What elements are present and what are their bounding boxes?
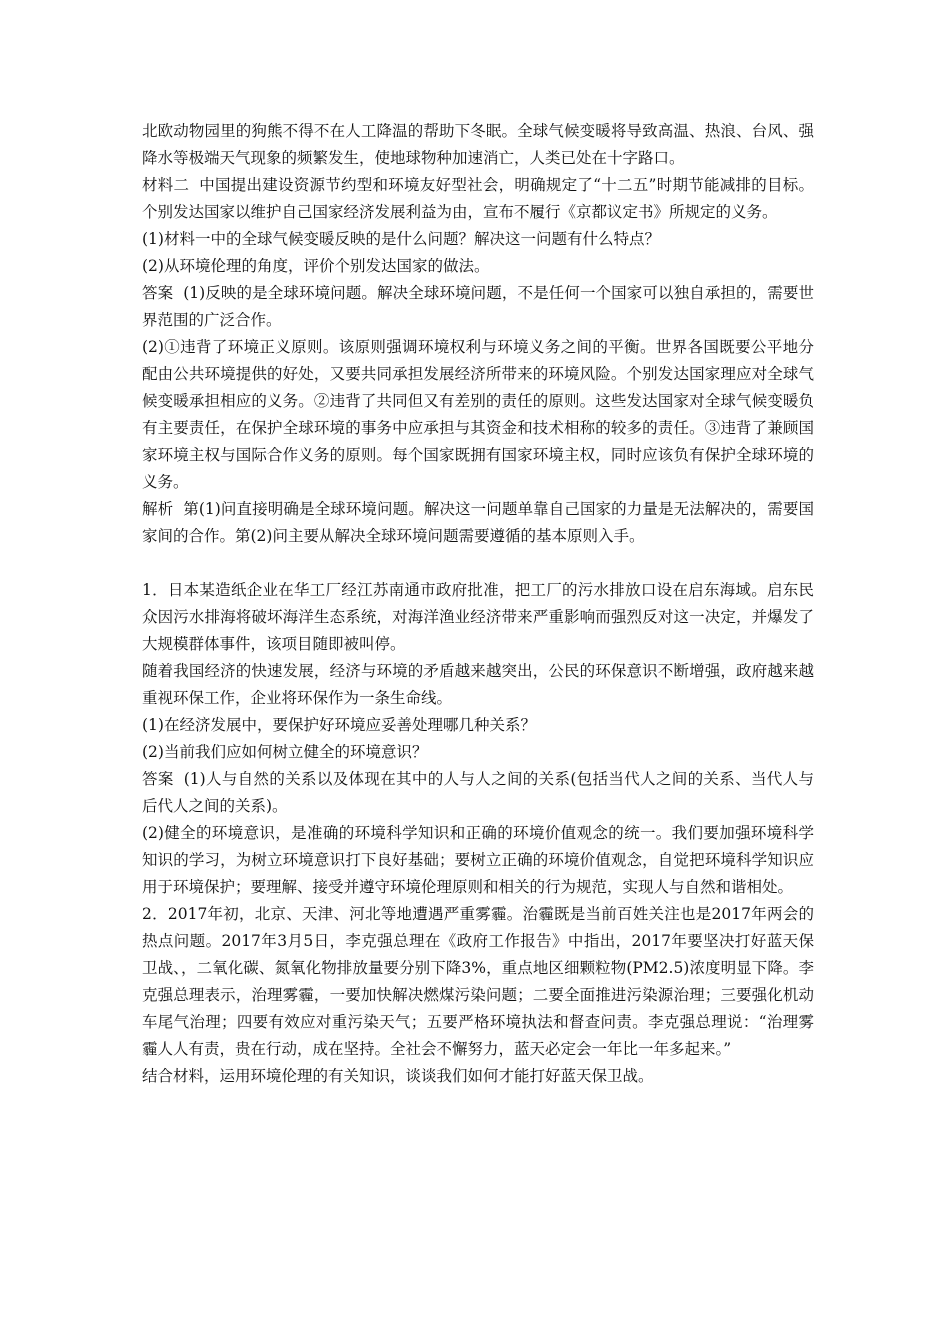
- exercise1-answer-2: (2)健全的环境意识，是准确的环境科学知识和正确的环境价值观念的统一。我们要加强环境科学知识的学习，为树立环境意识打下良好基础；要树立正确的环境价值观念，自觉把环境科学知识应用于环境保护；要理解、接受并遵守环境伦理原则和相关的行为规范，实现人与自然和谐相处。: [142, 824, 814, 896]
- analysis-paragraph: [142, 496, 814, 550]
- exercise1-stem-continued: 随着我国经济的快速发展，经济与环境的矛盾越来越突出，公民的环保意识不断增强，政府越来越重视环保工作，企业将环保作为一条生命线。: [142, 662, 814, 707]
- material2-paragraph: [142, 172, 814, 226]
- answer-paragraph: [142, 280, 814, 334]
- exercise1-stem: 1．日本某造纸企业在华工厂经江苏南通市政府批准，把工厂的污水排放口设在启东海域。启东民众因污水排海将破坏海洋生态系统，对海洋渔业经济带来严重影响而强烈反对这一决定，并爆发了大规模群体事件，该项目随即被叫停。: [142, 581, 814, 653]
- answer-2: (2)①违背了环境正义原则。该原则强调环境权利与环境义务之间的平衡。世界各国既要公平地分配由公共环境提供的好处，又要共同承担发展经济所带来的环境风险。个别发达国家理应对全球气候变暖承担相应的义务。②违背了共同但又有差别的责任的原则。这些发达国家对全球气候变暖负有主要责任，在保护全球环境的事务中应承担与其资金和技术相称的较多的责任。③违背了兼顾国家环境主权与国际合作义务的原则。每个国家既拥有国家环境主权，同时应该负有保护全球环境的义务。: [142, 338, 814, 491]
- answer-label: 答案: [142, 284, 174, 302]
- question-1: (1)材料一中的全球气候变暖反映的是什么问题？解决这一问题有什么特点？: [142, 230, 660, 248]
- analysis-label: 解析: [142, 500, 174, 518]
- question-2: (2)从环境伦理的角度，评价个别发达国家的做法。: [142, 257, 490, 275]
- exercise1-question-1: (1)在经济发展中，要保护好环境应妥善处理哪几种关系？: [142, 716, 536, 734]
- answer-1: (1)反映的是全球环境问题。解决全球环境问题，不是任何一个国家可以独自承担的，需要世界范围的广泛合作。: [142, 284, 814, 329]
- material2-text: 中国提出建设资源节约型和环境友好型社会，明确规定了“十二五”时期节能减排的目标。个别发达国家以维护自己国家经济发展利益为由，宣布不履行《京都议定书》所规定的义务。: [142, 176, 814, 221]
- exercise2-question: 结合材料，运用环境伦理的有关知识，谈谈我们如何才能打好蓝天保卫战。: [142, 1067, 654, 1085]
- material2-label: 材料二: [142, 176, 190, 194]
- analysis-text: 第(1)问直接明确是全球环境问题。解决这一问题单靠自己国家的力量是无法解决的，需要国家间的合作。第(2)问主要从解决全球环境问题需要遵循的基本原则入手。: [142, 500, 814, 545]
- section-spacer: [142, 550, 814, 577]
- exercise1-question-2: (2)当前我们应如何树立健全的环境意识？: [142, 743, 428, 761]
- exercise2-stem: 2．2017年初，北京、天津、河北等地遭遇严重雾霾。治霾既是当前百姓关注也是2017年两会的热点问题。2017年3月5日，李克强总理在《政府工作报告》中指出，2017年要坚决打好蓝天保卫战、，二氧化碳、氮氧化物排放量要分别下降3%，重点地区细颗粒物(PM2.5)浓度明显下降。李克强总理表示，治理雾霾，一要加快解决燃煤污染问题；二要全面推进污染源治理；三要强化机动车尾气治理；四要有效应对重污染天气；五要严格环境执法和督查问责。李克强总理说：“治理雾霾人人有责，贵在行动，成在坚持。全社会不懈努力，蓝天必定会一年比一年多起来。”: [142, 905, 814, 1058]
- document-page: [142, 118, 814, 1090]
- exercise1-answer-1: (1)人与自然的关系以及体现在其中的人与人之间的关系(包括当代人之间的关系、当代人与后代人之间的关系)。: [142, 770, 814, 815]
- exercise1-answer-label: 答案: [142, 770, 174, 788]
- exercise1-answer-paragraph: [142, 766, 814, 820]
- material1-text: 北欧动物园里的狗熊不得不在人工降温的帮助下冬眠。全球气候变暖将导致高温、热浪、台风、强降水等极端天气现象的频繁发生，使地球物种加速消亡，人类已处在十字路口。: [142, 122, 814, 167]
